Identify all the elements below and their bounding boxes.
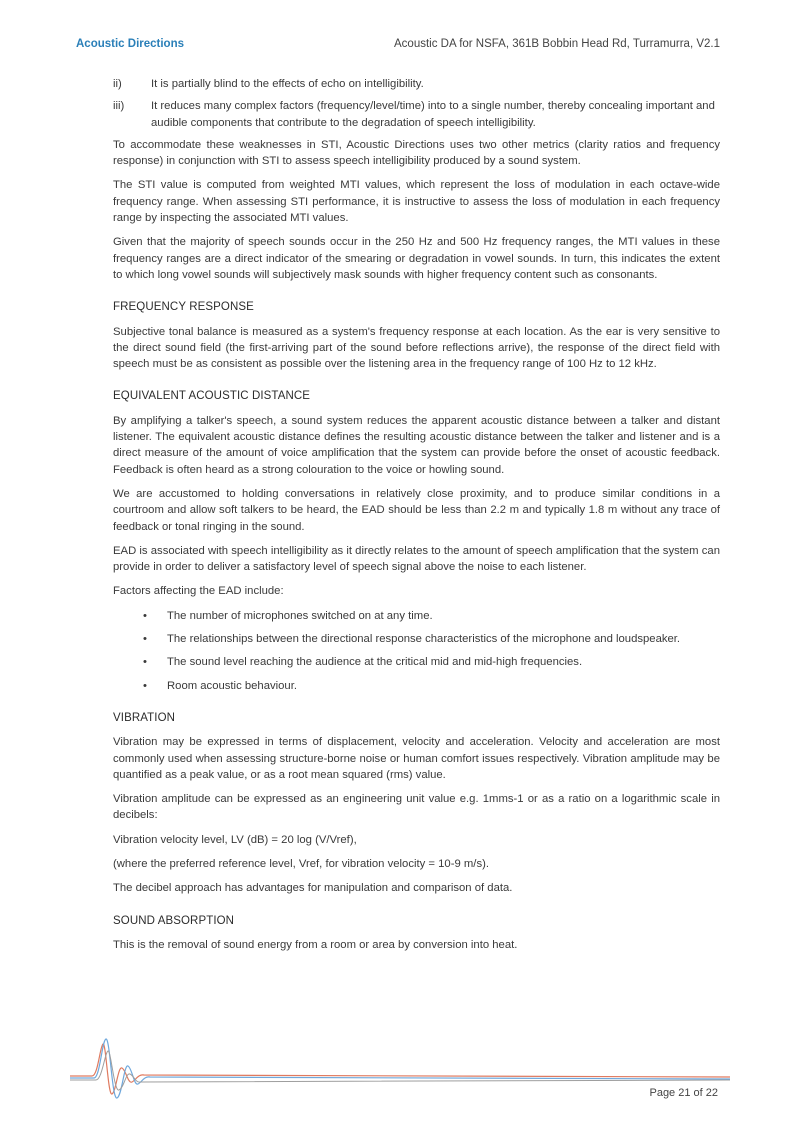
paragraph: The STI value is computed from weighted MTI values, which represent the loss of modulation in each octave-wide frequency range. When assessing STI performance, it is instructive to assess the loss of modulation in each frequency range by inspecting the associated MTI values. — [113, 179, 720, 225]
list-item-text: The number of microphones switched on at any time. — [167, 609, 433, 622]
section-heading-ead: EQUIVALENT ACOUSTIC DISTANCE — [113, 390, 311, 403]
paragraph: Given that the majority of speech sounds occur in the 250 Hz and 500 Hz frequency ranges, the MTI values in these frequency ranges are a direct indicator of the smearing or degradation in vowel sounds. In turn, this indicates the extent to which long vowel sounds will subjectively mask sounds with higher frequency content such as consonants. — [113, 236, 720, 281]
list-item — [113, 654, 720, 670]
section-heading-vibration: VIBRATION — [113, 711, 176, 724]
bullet-icon: • — [143, 609, 147, 622]
paragraph: Factors affecting the EAD include: — [113, 585, 284, 598]
paragraph: Vibration may be expressed in terms of displacement, velocity and acceleration. Velocity and acceleration are most commonly used when assessing structure-borne noise or human comfort issues respectively. Vibration amplitude may be quantified as a peak value, or as a root mean squared (rms) value. — [113, 736, 720, 781]
paragraph: EAD is associated with speech intelligibility as it directly relates to the amount of speech amplification that the system can provide in order to deliver a satisfactory level of speech signal above the noise to each listener. — [113, 544, 720, 574]
paragraph: Vibration amplitude can be expressed as an engineering unit value e.g. 1mms-1 or as a ratio on a logarithmic scale in decibels: — [113, 793, 720, 822]
list-item — [113, 678, 720, 694]
brand-name: Acoustic Directions — [76, 38, 184, 50]
paragraph: The decibel approach has advantages for manipulation and comparison of data. — [113, 882, 513, 895]
item-number: ii) — [113, 78, 122, 90]
list-item-text: The relationships between the directional response characteristics of the microphone and loudspeaker. — [167, 633, 681, 646]
waveform-line-blue — [70, 1039, 730, 1098]
bullet-icon: • — [143, 679, 147, 692]
paragraph: This is the removal of sound energy from a room or area by conversion into heat. — [113, 938, 518, 951]
list-item-text: The sound level reaching the audience at the critical mid and mid-high frequencies. — [167, 656, 583, 669]
document-title: Acoustic DA for NSFA, 361B Bobbin Head Rd, Turramurra, V2.1 — [394, 38, 720, 50]
numbered-item — [113, 98, 720, 131]
section-heading-frequency-response: FREQUENCY RESPONSE — [113, 301, 254, 314]
waveform-line-red — [70, 1044, 730, 1094]
item-text: It is partially blind to the effects of echo on intelligibility. — [151, 78, 424, 90]
bullet-list — [113, 608, 720, 694]
paragraph: To accommodate these weaknesses in STI, Acoustic Directions uses two other metrics (clarity ratios and frequency response) in conjunction with STI to assess speech intelligibility produced by a sound system. — [113, 138, 720, 168]
paragraph: Vibration velocity level, LV (dB) = 20 log (V/Vref), — [113, 833, 357, 846]
list-item — [113, 608, 720, 624]
bullet-icon: • — [143, 656, 147, 669]
numbered-item — [113, 76, 720, 92]
waveform-logo-icon — [70, 1036, 730, 1102]
paragraph: We are accustomed to holding conversations in relatively close proximity, and to produce similar conditions in a courtroom and allow soft talkers to be heard, the EAD should be less than 2.2 m and typically 1.8 m without any trace of feedback or tonal ringing in the sound. — [113, 487, 720, 533]
waveform-line-grey — [70, 1051, 730, 1090]
list-item — [113, 631, 720, 647]
section-heading-sound-absorption: SOUND ABSORPTION — [113, 914, 235, 927]
list-item-text: Room acoustic behaviour. — [167, 679, 297, 692]
item-text: It reduces many complex factors (frequency/level/time) into to a single number, thereby concealing important and audible components that contribute to the degradation of speech intelligibility. — [151, 100, 715, 129]
paragraph: Subjective tonal balance is measured as a system's frequency response at each location. As the ear is very sensitive to the direct sound field (the first-arriving part of the sound before reflections arrive), the response of the direct field with speech must be as consistent as possible over the listening area in the frequency range of 100 Hz to 12 kHz. — [113, 325, 720, 371]
item-number: iii) — [113, 100, 125, 113]
page-number: Page 21 of 22 — [649, 1087, 718, 1099]
bullet-icon: • — [143, 633, 147, 646]
paragraph: (where the preferred reference level, Vref, for vibration velocity = 10-9 m/s). — [113, 857, 489, 870]
page-body — [113, 76, 720, 961]
paragraph: By amplifying a talker's speech, a sound system reduces the apparent acoustic distance between a talker and distant listener. The equivalent acoustic distance defines the resulting acoustic distance between the talker and listener and is a direct measure of the amount of voice amplification that the system can provide before the onset of acoustic feedback. Feedback is often heard as a strong colouration to the voice or howling sound. — [113, 414, 720, 476]
